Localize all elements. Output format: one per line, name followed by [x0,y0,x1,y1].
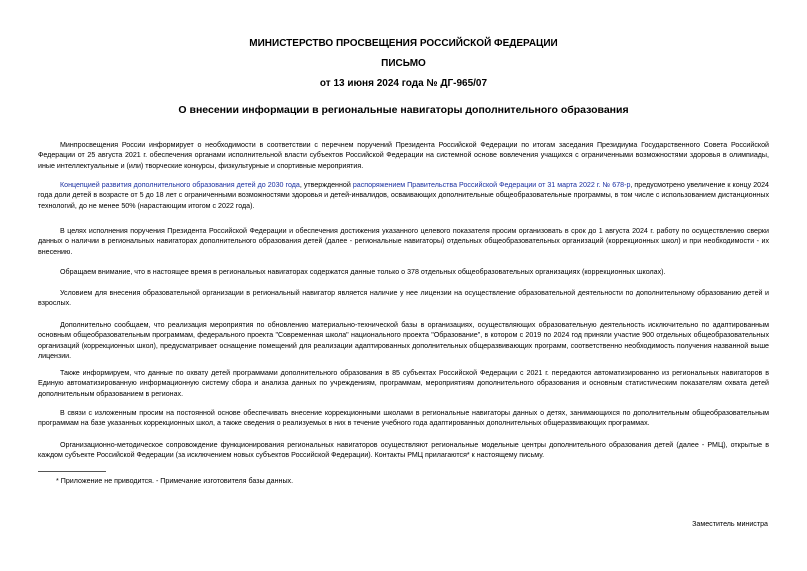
signature-position: Заместитель министра [692,520,768,528]
paragraph-8: В связи с изложенным просим на постоянной основе обеспечивать внесение коррекционными школами в региональные навигаторы данных о детях, занимающихся по дополнительным общеобразовательным программам на базе указанных коррекционных школ, а также сведения о реализуемых в них в течение учебного года адаптированных дополнительных общеразвивающих программах. [38,409,769,428]
document-date-number: от 13 июня 2024 года № ДГ-965/07 [319,78,488,89]
paragraph-3: В целях исполнения поручения Президента Российской Федерации и обеспечения достижения указанного целевого показателя просим организовать в срок до 1 августа 2024 г. работу по осуществлению сверки данных о наличии в региональных навигаторах дополнительного образования детей (далее - региональные навигаторы) отдельных общеобразовательных организаций (коррекционных школ) и при необходимости - их внесению. [38,227,769,256]
paragraph-6: Дополнительно сообщаем, что реализация мероприятия по обновлению материально-технической базы в организациях, осуществляющих образовательную деятельность исключительно по адаптированным основным общеобразовательным программам, федерального проекта "Современная школа" национального проекта "Образование", в котором с 2019 по 2024 год приняли участие 900 отдельных общеобразовательных организаций (коррекционных школ), предусматривает оснащение помещений для реализации адаптированных дополнительных общеразвивающих программ, соответственно необходимость получения названной выше лицензии. [38,321,769,360]
paragraph-2 [38,180,769,211]
paragraph-2-mid: , утвержденной [299,181,353,189]
paragraph-2-rest: , предусмотрено увеличение к концу 2024 года доли детей в возрасте от 5 до 18 лет с ограниченными возможностями здоровья и детей-инвалидов, осваивающих дополнительные общеобразовательные программы, в том числе с использованием дистанционных технологий, до не менее 50% (нарастающим итогом с 2022 года). [38,181,769,210]
paragraph-4: Обращаем внимание, что в настоящее время в региональных навигаторах содержатся данные только о 378 отдельных общеобразовательных организациях (коррекционных школах). [60,268,666,276]
ministry-heading: МИНИСТЕРСТВО ПРОСВЕЩЕНИЯ РОССИЙСКОЙ ФЕДЕРАЦИИ [249,38,558,49]
footnote: * Приложение не приводится. - Примечание изготовителя базы данных. [56,477,294,485]
paragraph-5: Условием для внесения образовательной организации в региональный навигатор является наличие у нее лицензии на осуществление образовательной деятельности по дополнительному образованию детей и взрослых. [38,289,769,308]
concept-link[interactable]: Концепцией развития дополнительного образования детей до 2030 года [60,181,300,189]
document-type: ПИСЬМО [381,58,426,69]
paragraph-9: Организационно-методическое сопровождение функционирования региональных навигаторов осуществляют региональные модельные центры дополнительного образования детей (далее - РМЦ), открытые в каждом субъекте Российской Федерации (за исключением новых субъектов Российской Федерации). Контакты РМЦ прилагаются* к настоящему письму. [38,441,769,460]
paragraph-7: Также информируем, что данные по охвату детей программами дополнительного образования в 85 субъектах Российской Федерации с 2021 г. передаются автоматизированно из региональных навигаторов в Единую автоматизированную информационную систему сбора и анализа данных по учреждениям, программам, мероприятиям дополнительного образования и основным статистическим показателям охвата детей дополнительным образованием в регионах. [38,369,769,398]
decree-link[interactable]: распоряжением Правительства Российской Федерации от 31 марта 2022 г. № 678-р [352,181,631,189]
document-title: О внесении информации в региональные навигаторы дополнительного образования [178,104,629,116]
footnote-divider [38,471,106,472]
paragraph-1: Минпросвещения России информирует о необходимости в соответствии с перечнем поручений Президента Российской Федерации по итогам заседания Президиума Государственного Совета Российской Федерации от 25 августа 2021 г. обеспечения органами исполнительной власти субъектов Российской Федерации на системной основе вовлечения учащихся с ограниченными возможностями здоровья в олимпиады, иные интеллектуальные и (или) творческие конкурсы, физкультурные и спортивные мероприятия. [38,141,769,170]
